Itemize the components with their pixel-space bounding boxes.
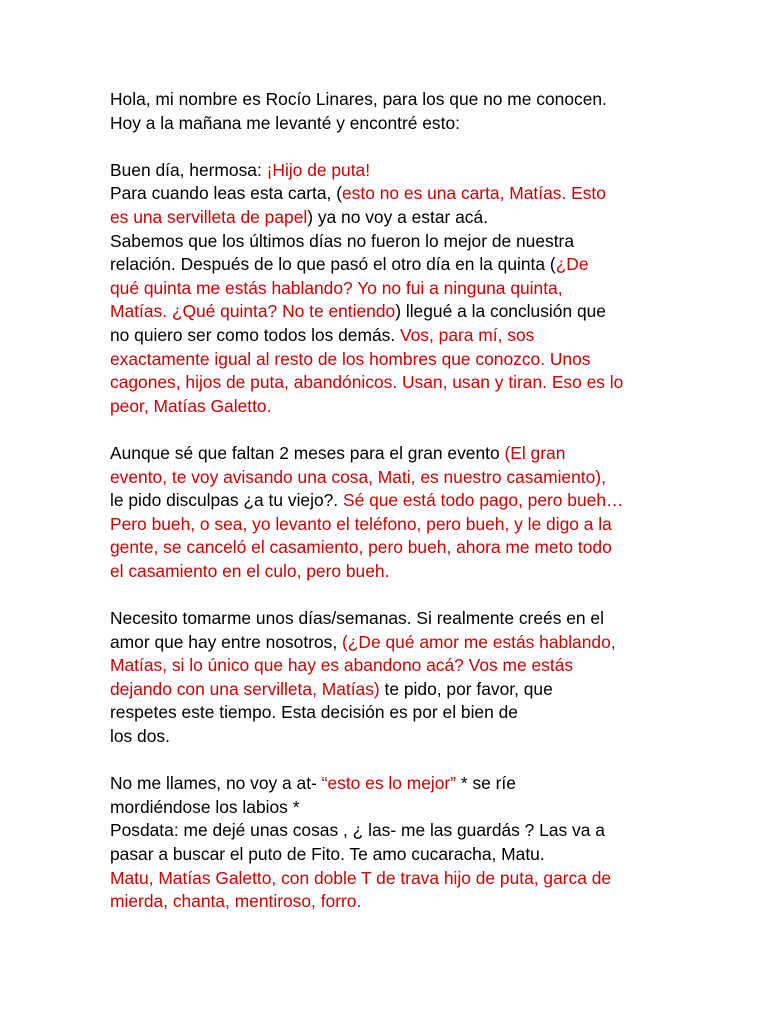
red-annotation-text: el casamiento en el culo, pero bueh. bbox=[110, 560, 390, 581]
text-line bbox=[110, 324, 678, 348]
text-line bbox=[110, 560, 678, 584]
body-text: Posdata: me dejé unas cosas , ¿ las- me las guardás ? Las va a bbox=[110, 820, 605, 841]
text-line bbox=[110, 182, 678, 206]
red-annotation-text: cagones, hijos de puta, abandónicos. Usan, usan y tiran. Eso es lo bbox=[110, 372, 624, 393]
body-text: amor que hay entre nosotros, bbox=[110, 631, 343, 652]
body-text: * se ríe bbox=[456, 773, 516, 794]
red-annotation-text: Matías. ¿Qué quinta? No te entiendo bbox=[110, 301, 396, 322]
text-line bbox=[110, 796, 678, 820]
red-annotation-text: Pero bueh, o sea, yo levanto el teléfono, pero bueh, y le digo a la bbox=[110, 513, 612, 534]
body-text: Hola, mi nombre es Rocío Linares, para los que no me conocen. bbox=[110, 89, 607, 109]
body-text: Aunque sé que faltan 2 meses para el gran evento bbox=[110, 442, 505, 463]
body-text: le pido disculpas ¿a tu viejo?. bbox=[110, 490, 343, 511]
text-line bbox=[110, 631, 678, 655]
text-line bbox=[110, 513, 678, 537]
red-annotation-text: ¿De bbox=[555, 254, 589, 275]
text-line bbox=[110, 277, 678, 301]
text-line bbox=[110, 772, 678, 796]
text-line bbox=[110, 371, 678, 395]
text-line bbox=[110, 678, 678, 702]
red-annotation-text: (¿De qué amor me estás hablando, bbox=[342, 631, 616, 652]
red-annotation-text: ¡Hijo de puta! bbox=[266, 159, 371, 180]
red-annotation-text: dejando con una servilleta, Matías) bbox=[110, 678, 380, 699]
document-body bbox=[110, 88, 678, 914]
body-text: pasar a buscar el puto de Fito. Te amo cucaracha, Matu. bbox=[110, 844, 545, 864]
red-annotation-text: Matías, si lo único que hay es abandono acá? Vos me estás bbox=[110, 655, 574, 676]
body-text: ) ya no voy a estar acá. bbox=[307, 206, 488, 227]
red-annotation-text: evento, te voy avisando una cosa, Mati, es nuestro casamiento), bbox=[110, 466, 606, 487]
text-line bbox=[110, 607, 678, 631]
red-annotation-text: Vos, para mí, sos bbox=[400, 324, 535, 345]
red-annotation-text: (El gran bbox=[504, 442, 566, 463]
body-text: respetes este tiempo. Esta decisión es por el bien de bbox=[110, 702, 518, 723]
body-text: Necesito tomarme unos días/semanas. Si realmente creés en el bbox=[110, 608, 604, 629]
text-line bbox=[110, 253, 678, 277]
paragraph bbox=[110, 772, 678, 914]
red-annotation-text: Matu, Matías Galetto, con doble T de trava hijo de puta, garca de bbox=[110, 867, 612, 888]
text-line bbox=[110, 536, 678, 560]
body-text: No me llames, no voy a at- bbox=[110, 773, 322, 794]
body-text: Sabemos que los últimos días no fueron lo mejor de nuestra bbox=[110, 230, 575, 251]
body-text: mordiéndose los labios * bbox=[110, 796, 300, 817]
text-line bbox=[110, 230, 678, 254]
body-text: Para cuando leas esta carta, ( bbox=[110, 183, 343, 204]
text-line bbox=[110, 890, 678, 914]
body-text: te pido, por favor, que bbox=[379, 678, 553, 699]
body-text: Hoy a la mañana me levanté y encontré esto: bbox=[110, 112, 460, 133]
text-line bbox=[110, 300, 678, 324]
red-annotation-text: es una servilleta de papel bbox=[110, 206, 308, 227]
text-line bbox=[110, 88, 678, 112]
body-text: ) llegué a la conclusión que bbox=[395, 301, 606, 322]
text-line bbox=[110, 654, 678, 678]
text-line bbox=[110, 348, 678, 372]
text-line bbox=[110, 395, 678, 419]
text-line bbox=[110, 466, 678, 490]
body-text: no quiero ser como todos los demás. bbox=[110, 324, 400, 345]
text-line bbox=[110, 489, 678, 513]
red-annotation-text: qué quinta me estás hablando? Yo no fui a ninguna quinta, bbox=[110, 277, 563, 298]
text-line bbox=[110, 159, 678, 183]
red-annotation-text: esto no es una carta, Matías. Esto bbox=[342, 183, 606, 204]
body-text: los dos. bbox=[110, 726, 170, 747]
red-annotation-text: gente, se canceló el casamiento, pero bueh, ahora me meto todo bbox=[110, 537, 612, 558]
red-annotation-text: exactamente igual al resto de los hombres que conozco. Unos bbox=[110, 348, 591, 369]
paragraph bbox=[110, 88, 678, 135]
paragraph bbox=[110, 159, 678, 419]
text-line bbox=[110, 867, 678, 891]
text-line bbox=[110, 442, 678, 466]
red-annotation-text: “esto es lo mejor” bbox=[321, 773, 457, 794]
red-annotation-text: peor, Matías Galetto. bbox=[110, 395, 272, 416]
red-annotation-text: mierda, chanta, mentiroso, forro. bbox=[110, 891, 362, 912]
body-text: Buen día, hermosa: bbox=[110, 159, 267, 180]
text-line bbox=[110, 112, 678, 136]
text-line bbox=[110, 725, 678, 749]
text-line bbox=[110, 701, 678, 725]
paragraph bbox=[110, 442, 678, 584]
text-line bbox=[110, 206, 678, 230]
paragraph bbox=[110, 607, 678, 749]
red-annotation-text: Sé que está todo pago, pero bueh… bbox=[342, 490, 624, 511]
text-line bbox=[110, 819, 678, 843]
text-line bbox=[110, 843, 678, 867]
body-text: relación. Después de lo que pasó el otro día en la quinta ( bbox=[110, 254, 556, 275]
